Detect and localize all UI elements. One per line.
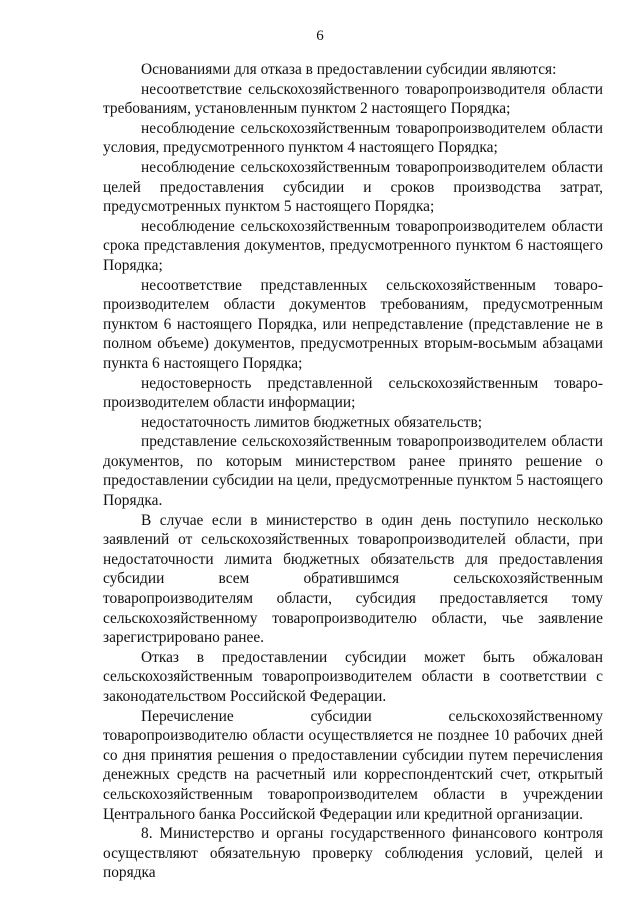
paragraph: 8. Министерство и органы государственного финансового контроля осуществляют обязательную проверку соблюдения условий, целей и порядка <box>103 825 603 882</box>
paragraph: недостоверность представленной сельскохозяйственным товаро-производителем области информации; <box>103 374 603 412</box>
body-text <box>103 60 603 883</box>
paragraph: В случае если в министерство в один день поступило несколько заявлений от сельскохозяйственных товаропроизводителей области, при недостаточности лимита бюджетных обязательств для предоставления субсидии всем обратившимся сельскохозяйственным товаропроизводителям области, субсидия предоставляется тому сельскохозяйственному товаропроизводителю области, чье заявление зарегистрировано ранее. <box>103 511 603 647</box>
paragraph: недостаточность лимитов бюджетных обязательств; <box>141 413 483 431</box>
paragraph: несоответствие представленных сельскохозяйственным товаро-производителем области документов требованиям, предусмотренным пунктом 6 настоящего Порядка, или непредставление (представление не в полном объеме) документов, предусмотренных вторым-восьмым абзацами пункта 6 настоящего Порядка; <box>103 276 603 372</box>
paragraph: представление сельскохозяйственным товаропроизводителем области документов, по которым министерством ранее принято решение о предоставлении субсидии на цели, предусмотренные пунктом 5 настоящего Порядка. <box>103 433 603 510</box>
paragraph: Отказ в предоставлении субсидии может быть обжалован сельскохозяйственным товаропроизводителем области в соответствии с законодательством Российской Федерации. <box>103 648 603 705</box>
paragraph: Перечисление субсидии сельскохозяйственному товаропроизводителю области осуществляется не позднее 10 рабочих дней со дня принятия решения о предоставлении субсидии путем перечисления денежных средств на расчетный или корреспондентский счет, открытый сельскохозяйственным товаропроизводителем области в учреждении Центрального банка Российской Федерации или кредитной организации. <box>103 707 603 823</box>
paragraph: несоблюдение сельскохозяйственным товаропроизводителем области условия, предусмотренного пунктом 4 настоящего Порядка; <box>103 119 603 157</box>
paragraph: несоблюдение сельскохозяйственным товаропроизводителем области срока представления документов, предусмотренного пунктом 6 настоящего Порядка; <box>103 217 603 274</box>
page-number: 6 <box>316 28 324 44</box>
paragraph: несоответствие сельскохозяйственного товаропроизводителя области требованиям, установленным пунктом 2 настоящего Порядка; <box>103 80 603 118</box>
paragraph: несоблюдение сельскохозяйственным товаропроизводителем области целей предоставления субсидии и сроков производства затрат, предусмотренных пунктом 5 настоящего Порядка; <box>103 158 603 216</box>
paragraph: Основаниями для отказа в предоставлении субсидии являются: <box>141 61 557 78</box>
